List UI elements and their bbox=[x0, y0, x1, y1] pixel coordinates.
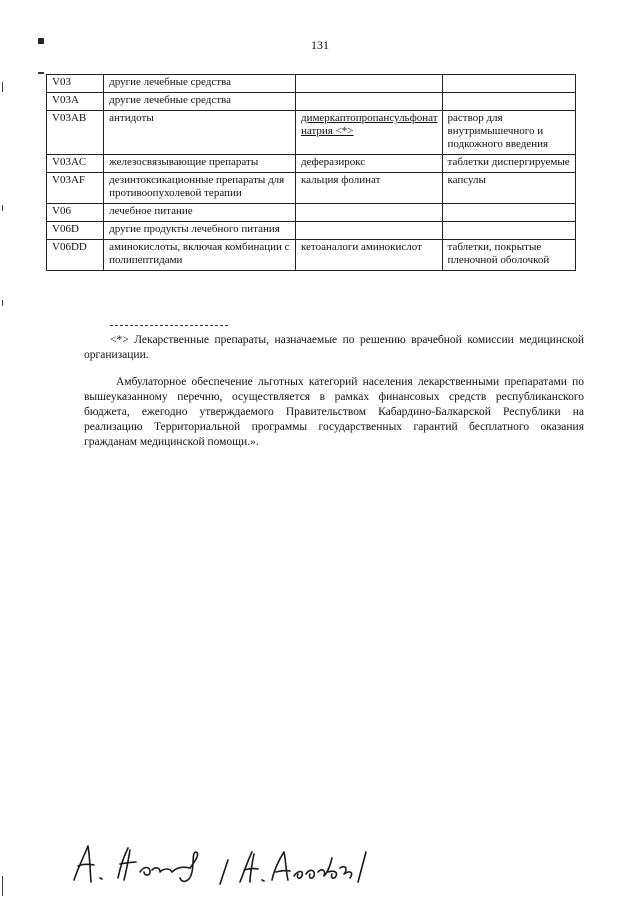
atc-code: V06D bbox=[47, 222, 104, 240]
dosage-form: таблетки, покрытые пленочной оболочкой bbox=[442, 240, 576, 271]
corner-mark bbox=[38, 72, 44, 74]
atc-code: V06DD bbox=[47, 240, 104, 271]
margin-mark bbox=[2, 82, 3, 92]
atc-group-name: антидоты bbox=[104, 111, 296, 155]
inn-name: деферазирокс bbox=[295, 155, 442, 173]
inn-name: димеркаптопропансульфонат натрия <*> bbox=[295, 111, 442, 155]
inn-name bbox=[295, 204, 442, 222]
footnote-separator bbox=[110, 325, 228, 326]
table-row bbox=[47, 111, 576, 155]
dosage-form: раствор для внутримышечного и подкожного введения bbox=[442, 111, 576, 155]
atc-group-name: аминокислоты, включая комбинации с полипептидами bbox=[104, 240, 296, 271]
table-row bbox=[47, 93, 576, 111]
table-row bbox=[47, 155, 576, 173]
atc-code: V03AB bbox=[47, 111, 104, 155]
dosage-form: таблетки диспергируемые bbox=[442, 155, 576, 173]
table-row bbox=[47, 75, 576, 93]
inn-name bbox=[295, 75, 442, 93]
margin-mark bbox=[2, 876, 3, 896]
margin-mark bbox=[2, 205, 3, 211]
table-row bbox=[47, 173, 576, 204]
page-number: 131 bbox=[311, 38, 329, 52]
atc-code: V03AF bbox=[47, 173, 104, 204]
dosage-form bbox=[442, 75, 576, 93]
handwritten-signature bbox=[60, 838, 380, 888]
atc-group-name: другие лечебные средства bbox=[104, 93, 296, 111]
inn-name bbox=[295, 93, 442, 111]
atc-code: V03 bbox=[47, 75, 104, 93]
dosage-form: капсулы bbox=[442, 173, 576, 204]
atc-group-name: другие продукты лечебного питания bbox=[104, 222, 296, 240]
atc-group-name: железосвязывающие препараты bbox=[104, 155, 296, 173]
table-row bbox=[47, 222, 576, 240]
inn-name: кальция фолинат bbox=[295, 173, 442, 204]
dosage-form bbox=[442, 222, 576, 240]
body-paragraph: Амбулаторное обеспечение льготных категорий населения лекарственными препаратами по вышеуказанному перечню, осуществляется в рамках финансовых средств республиканского бюджета, ежегодно утверждаемого Правительством Кабардино-Балкарской Республики на реализацию Территориальной программы государственных гарантий бесплатного оказания гражданам медицинской помощи.». bbox=[84, 376, 584, 448]
atc-code: V03AC bbox=[47, 155, 104, 173]
table-row bbox=[47, 240, 576, 271]
atc-group-name: лечебное питание bbox=[104, 204, 296, 222]
inn-name: кетоаналоги аминокислот bbox=[295, 240, 442, 271]
atc-code: V03A bbox=[47, 93, 104, 111]
atc-group-name: дезинтоксикационные препараты для противоопухолевой терапии bbox=[104, 173, 296, 204]
inn-name bbox=[295, 222, 442, 240]
dosage-form bbox=[442, 93, 576, 111]
drug-table bbox=[46, 74, 576, 271]
atc-code: V06 bbox=[47, 204, 104, 222]
atc-group-name: другие лечебные средства bbox=[104, 75, 296, 93]
dosage-form bbox=[442, 204, 576, 222]
footnote: <*> Лекарственные препараты, назначаемые по решению врачебной комиссии медицинской организации. bbox=[84, 334, 584, 361]
margin-mark bbox=[2, 300, 3, 306]
table-row bbox=[47, 204, 576, 222]
